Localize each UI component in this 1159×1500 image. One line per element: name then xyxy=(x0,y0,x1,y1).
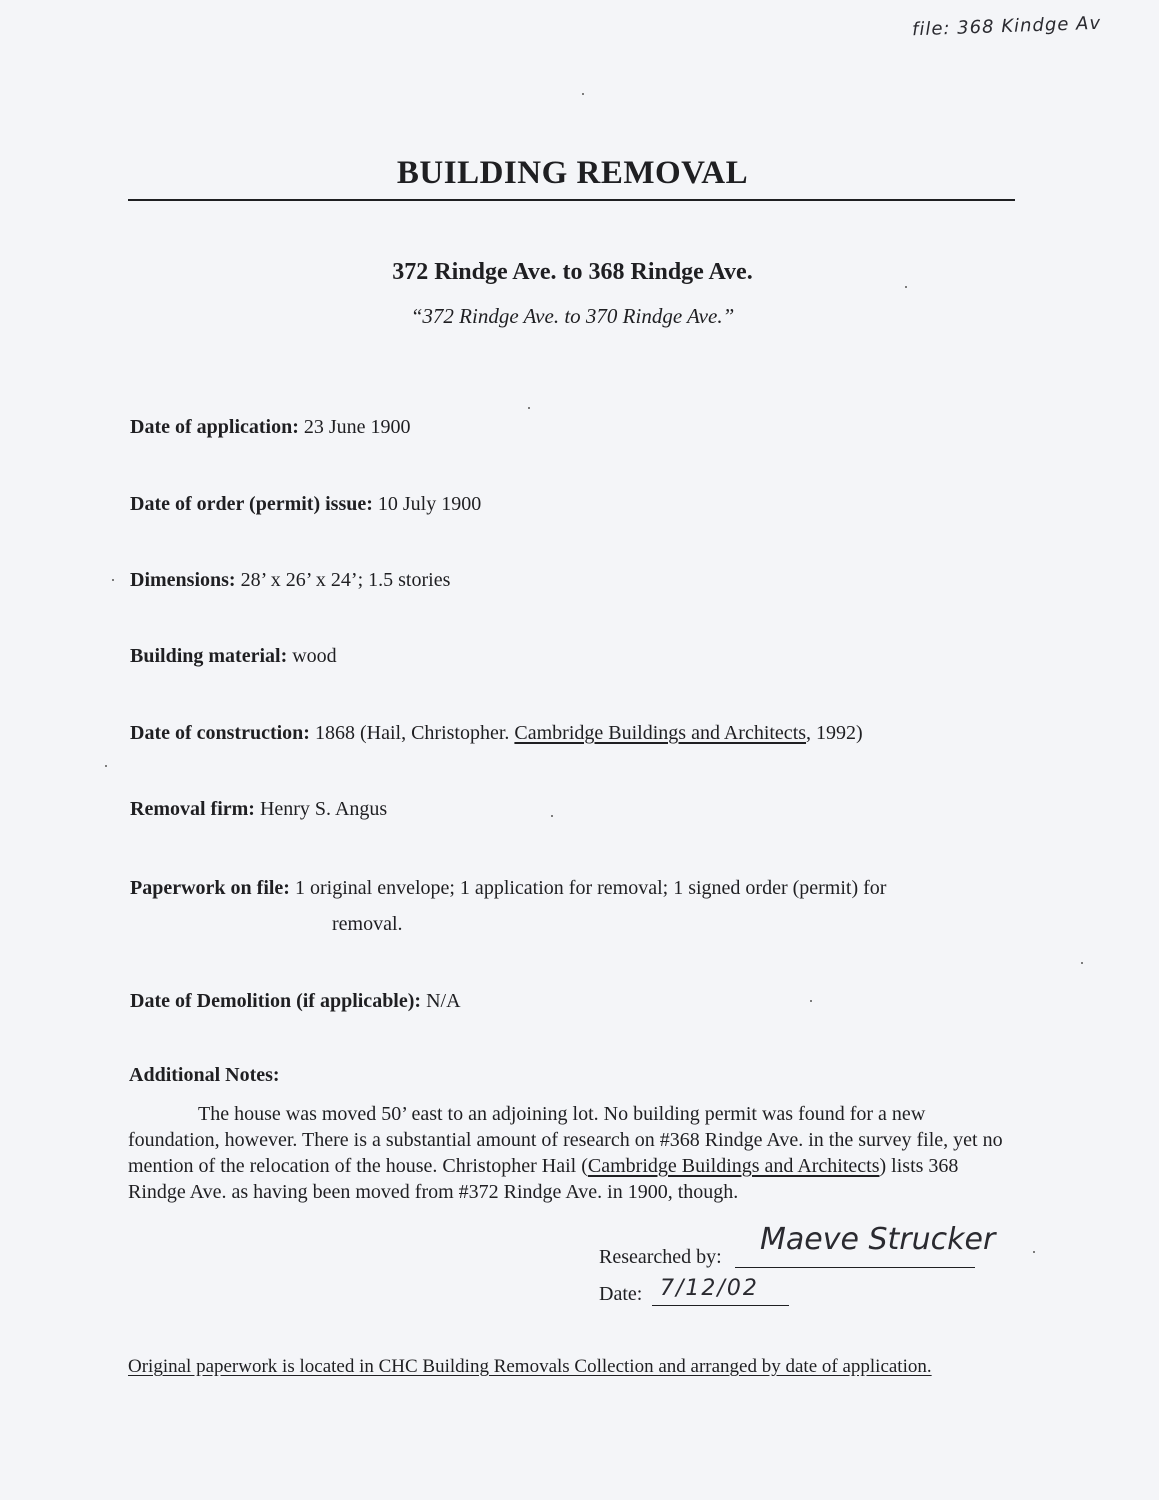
field-label: Dimensions: xyxy=(130,569,236,591)
field-application-date xyxy=(130,416,411,439)
scan-speck xyxy=(105,765,107,767)
scan-speck xyxy=(551,815,553,817)
address-main: 372 Rindge Ave. to 368 Rindge Ave. xyxy=(392,259,753,285)
field-label: Date of construction: xyxy=(130,722,310,744)
field-construction-date xyxy=(130,722,863,745)
field-value: N/A xyxy=(426,990,461,1012)
field-value: 10 July 1900 xyxy=(377,493,482,515)
page-title: BUILDING REMOVAL xyxy=(396,155,749,191)
address-alternate: “372 Rindge Ave. to 370 Rindge Ave.” xyxy=(410,304,735,328)
field-value: 1 original envelope; 1 application for removal; 1 signed order (permit) for xyxy=(294,877,887,899)
date-row xyxy=(599,1283,642,1306)
field-label: Date of Demolition (if applicable): xyxy=(130,990,422,1012)
scan-speck xyxy=(905,286,907,288)
researched-by-row xyxy=(599,1246,722,1269)
scan-speck xyxy=(810,1000,812,1002)
field-label: Date of application: xyxy=(130,416,299,438)
title-underline xyxy=(128,199,1015,201)
signature-date: 7/12/02 xyxy=(660,1276,759,1301)
field-value: 23 June 1900 xyxy=(303,416,411,438)
researched-by-line xyxy=(735,1267,975,1268)
notes-text-end: ) lists 368 Rindge Ave. as having been moved from #372 Rindge Ave. in 1900, though. xyxy=(128,1155,959,1203)
field-permit-issue xyxy=(130,493,481,516)
scan-speck xyxy=(582,93,584,95)
field-label: Building material: xyxy=(130,645,288,667)
field-value: 1868 (Hail, Christopher. xyxy=(314,722,510,744)
field-removal-firm xyxy=(130,798,387,821)
scan-speck xyxy=(112,579,114,581)
handwritten-file-note: file: 368 Kindge Av xyxy=(911,12,1102,41)
field-value: 28’ x 26’ x 24’; 1.5 stories xyxy=(240,569,451,591)
footer-note: Original paperwork is located in CHC Building Removals Collection and arranged by date of application. xyxy=(128,1356,932,1377)
notes-source-title: Cambridge Buildings and Architects xyxy=(587,1155,880,1177)
field-value-suffix: , 1992) xyxy=(806,722,863,744)
field-label: Paperwork on file: xyxy=(130,877,290,899)
source-title: Cambridge Buildings and Architects xyxy=(514,722,807,744)
scan-speck xyxy=(1033,1251,1035,1253)
notes-title: Additional Notes: xyxy=(129,1064,280,1086)
field-label: Date of order (permit) issue: xyxy=(130,493,373,515)
researcher-signature: Maeve Strucker xyxy=(760,1222,996,1257)
field-demolition-date xyxy=(130,990,461,1013)
scan-speck xyxy=(1081,962,1083,964)
field-paperwork-continued: removal. xyxy=(332,913,403,935)
researched-by-label: Researched by: xyxy=(599,1246,722,1268)
notes-text: The house was moved 50’ east to an adjoining lot. No building permit was found for a new foundation, however. There is a substantial amount of research on #368 Rindge Ave. in the survey file, yet no mention of the relocation of the house. Christopher Hail ( xyxy=(128,1103,1003,1177)
notes-body xyxy=(128,1101,1008,1205)
field-value: wood xyxy=(292,645,337,667)
field-paperwork xyxy=(130,877,886,900)
date-line xyxy=(652,1305,789,1306)
field-value: Henry S. Angus xyxy=(259,798,388,820)
field-dimensions xyxy=(130,569,450,592)
field-building-material xyxy=(130,645,337,668)
field-label: Removal firm: xyxy=(130,798,255,820)
date-label: Date: xyxy=(599,1283,643,1305)
scan-speck xyxy=(528,407,530,409)
